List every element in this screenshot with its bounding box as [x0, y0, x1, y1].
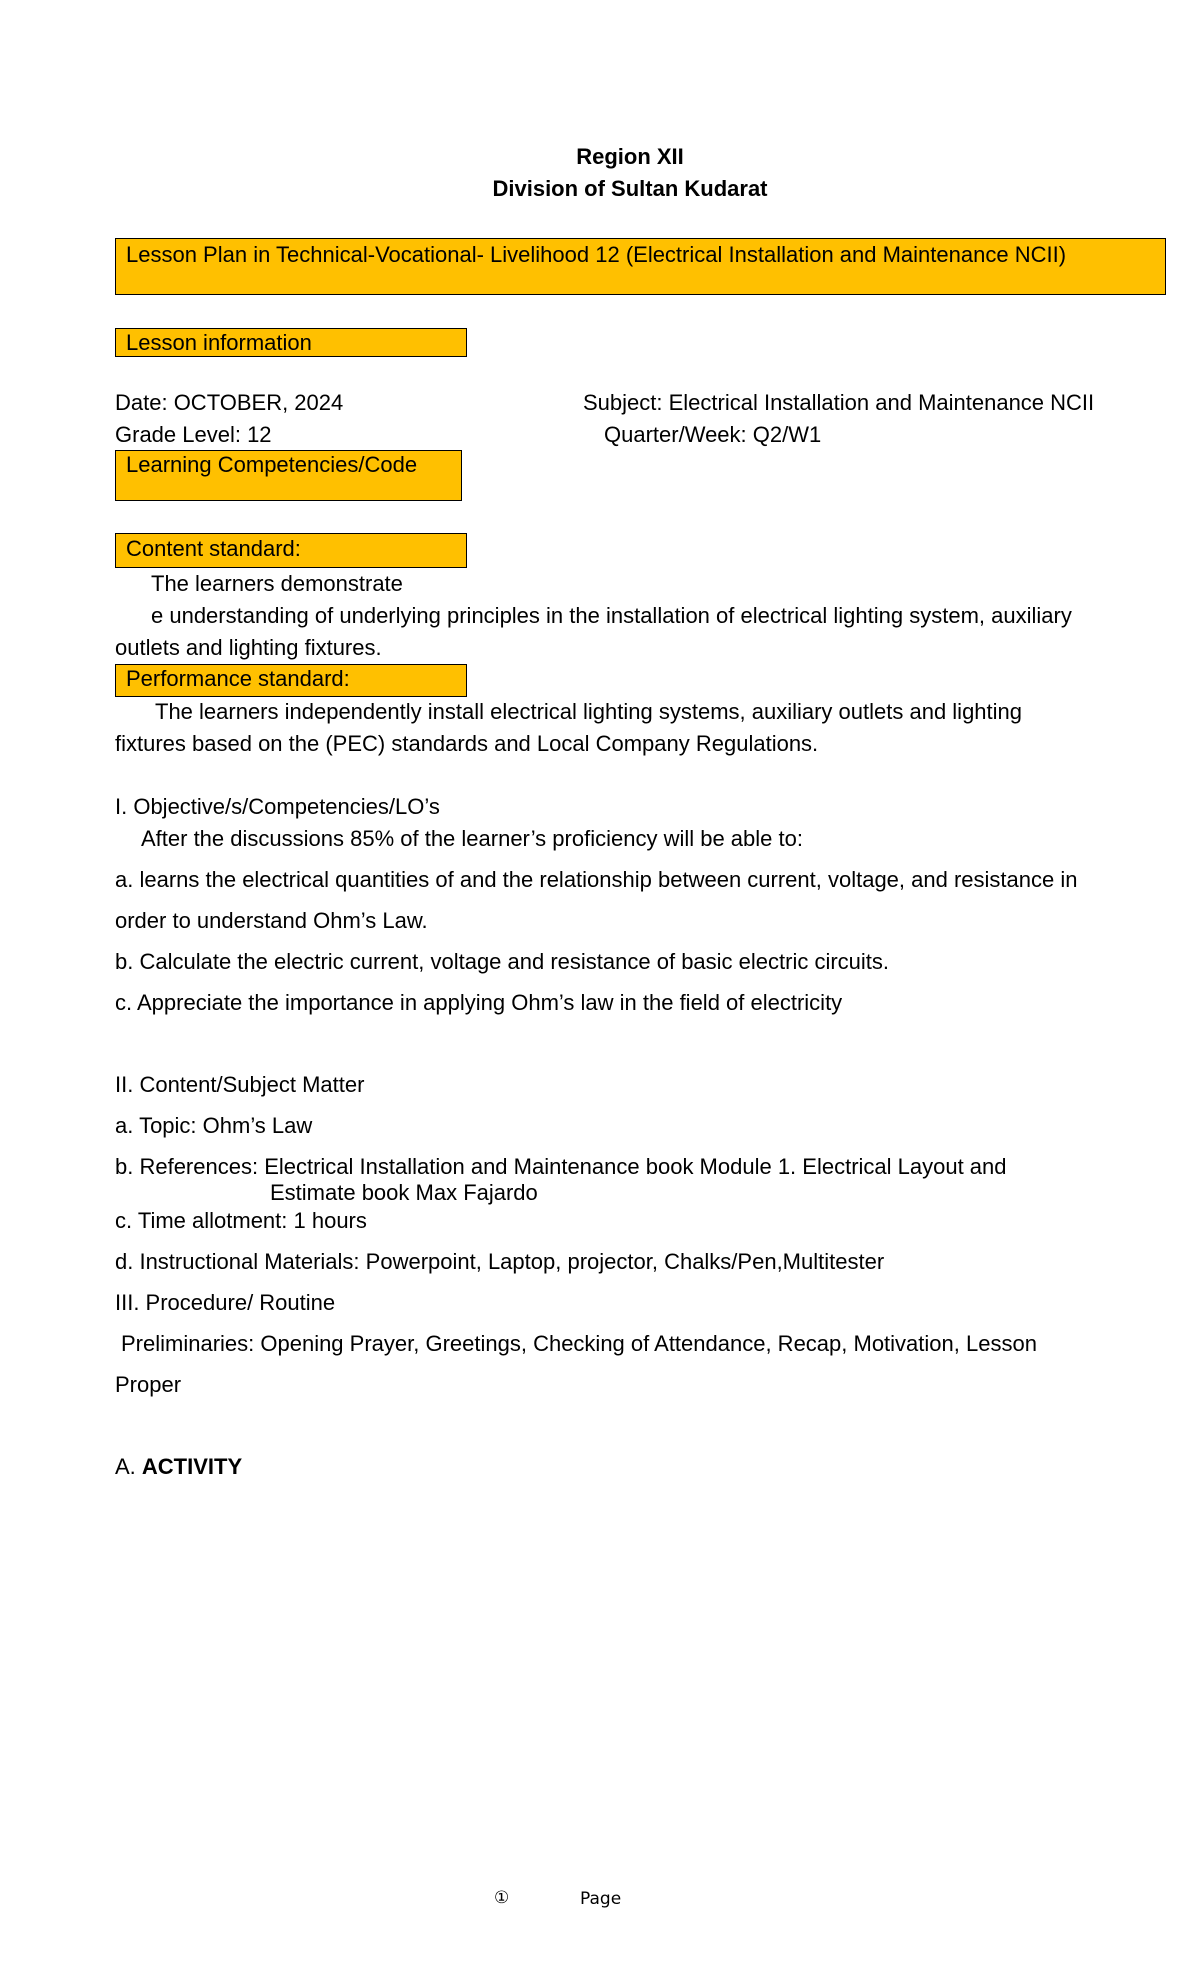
division-heading: Division of Sultan Kudarat — [492, 176, 768, 201]
objectives-heading: I. Objective/s/Competencies/LO’s — [115, 794, 440, 819]
lesson-plan-title-box: Lesson Plan in Technical-Vocational- Livelihood 12 (Electrical Installation and Maintenance NCII) — [115, 238, 1166, 295]
content-standard-label: Content standard: — [115, 533, 467, 568]
footer-page-label: Page — [580, 1889, 622, 1909]
procedure-heading: III. Procedure/ Routine — [115, 1290, 336, 1315]
content-references-line2: Estimate book Max Fajardo — [270, 1180, 538, 1205]
region-heading: Region XII — [576, 144, 684, 169]
content-references-line1: b. References: Electrical Installation and Maintenance book Module 1. Electrical Layout and — [115, 1154, 1007, 1179]
activity-label: ACTIVITY — [141, 1454, 243, 1479]
objective-a-line2: order to understand Ohm’s Law. — [115, 908, 428, 933]
objective-a-line1: a. learns the electrical quantities of and the relationship between current, voltage, and resistance in — [115, 867, 1078, 892]
procedure-preliminaries-line1: Preliminaries: Opening Prayer, Greetings, Checking of Attendance, Recap, Motivation, Lesson — [121, 1331, 1037, 1356]
performance-standard-line1: The learners independently install electrical lighting systems, auxiliary outlets and lighting — [155, 699, 1023, 724]
content-standard-line3: outlets and lighting fixtures. — [115, 635, 382, 660]
objectives-intro: After the discussions 85% of the learner’s proficiency will be able to: — [141, 826, 803, 851]
content-topic: a. Topic: Ohm’s Law — [115, 1113, 313, 1138]
content-heading: II. Content/Subject Matter — [115, 1072, 365, 1097]
procedure-preliminaries-line2: Proper — [115, 1372, 182, 1397]
subject-field: Subject: Electrical Installation and Maintenance NCII — [583, 390, 1095, 415]
content-standard-line1: The learners demonstrate — [151, 571, 403, 596]
performance-standard-line2: fixtures based on the (PEC) standards and Local Company Regulations. — [115, 731, 819, 756]
lesson-information-label: Lesson information — [115, 328, 467, 357]
quarter-week-field: Quarter/Week: Q2/W1 — [604, 422, 822, 447]
objective-b: b. Calculate the electric current, voltage and resistance of basic electric circuits. — [115, 949, 890, 974]
activity-prefix: A. — [115, 1454, 142, 1479]
learning-competencies-label: Learning Competencies/Code — [115, 450, 462, 501]
grade-level-field: Grade Level: 12 — [115, 422, 272, 447]
content-standard-line2: e understanding of underlying principles in the installation of electrical lighting system, auxiliary — [151, 603, 1072, 628]
activity-heading — [115, 1454, 242, 1480]
date-field: Date: OCTOBER, 2024 — [115, 390, 344, 415]
content-time-allotment: c. Time allotment: 1 hours — [115, 1208, 367, 1233]
content-materials: d. Instructional Materials: Powerpoint, Laptop, projector, Chalks/Pen,Multitester — [115, 1249, 885, 1274]
objective-c: c. Appreciate the importance in applying Ohm’s law in the field of electricity — [115, 990, 843, 1015]
performance-standard-label: Performance standard: — [115, 664, 467, 697]
footer-page-number: ① — [494, 1888, 510, 1908]
